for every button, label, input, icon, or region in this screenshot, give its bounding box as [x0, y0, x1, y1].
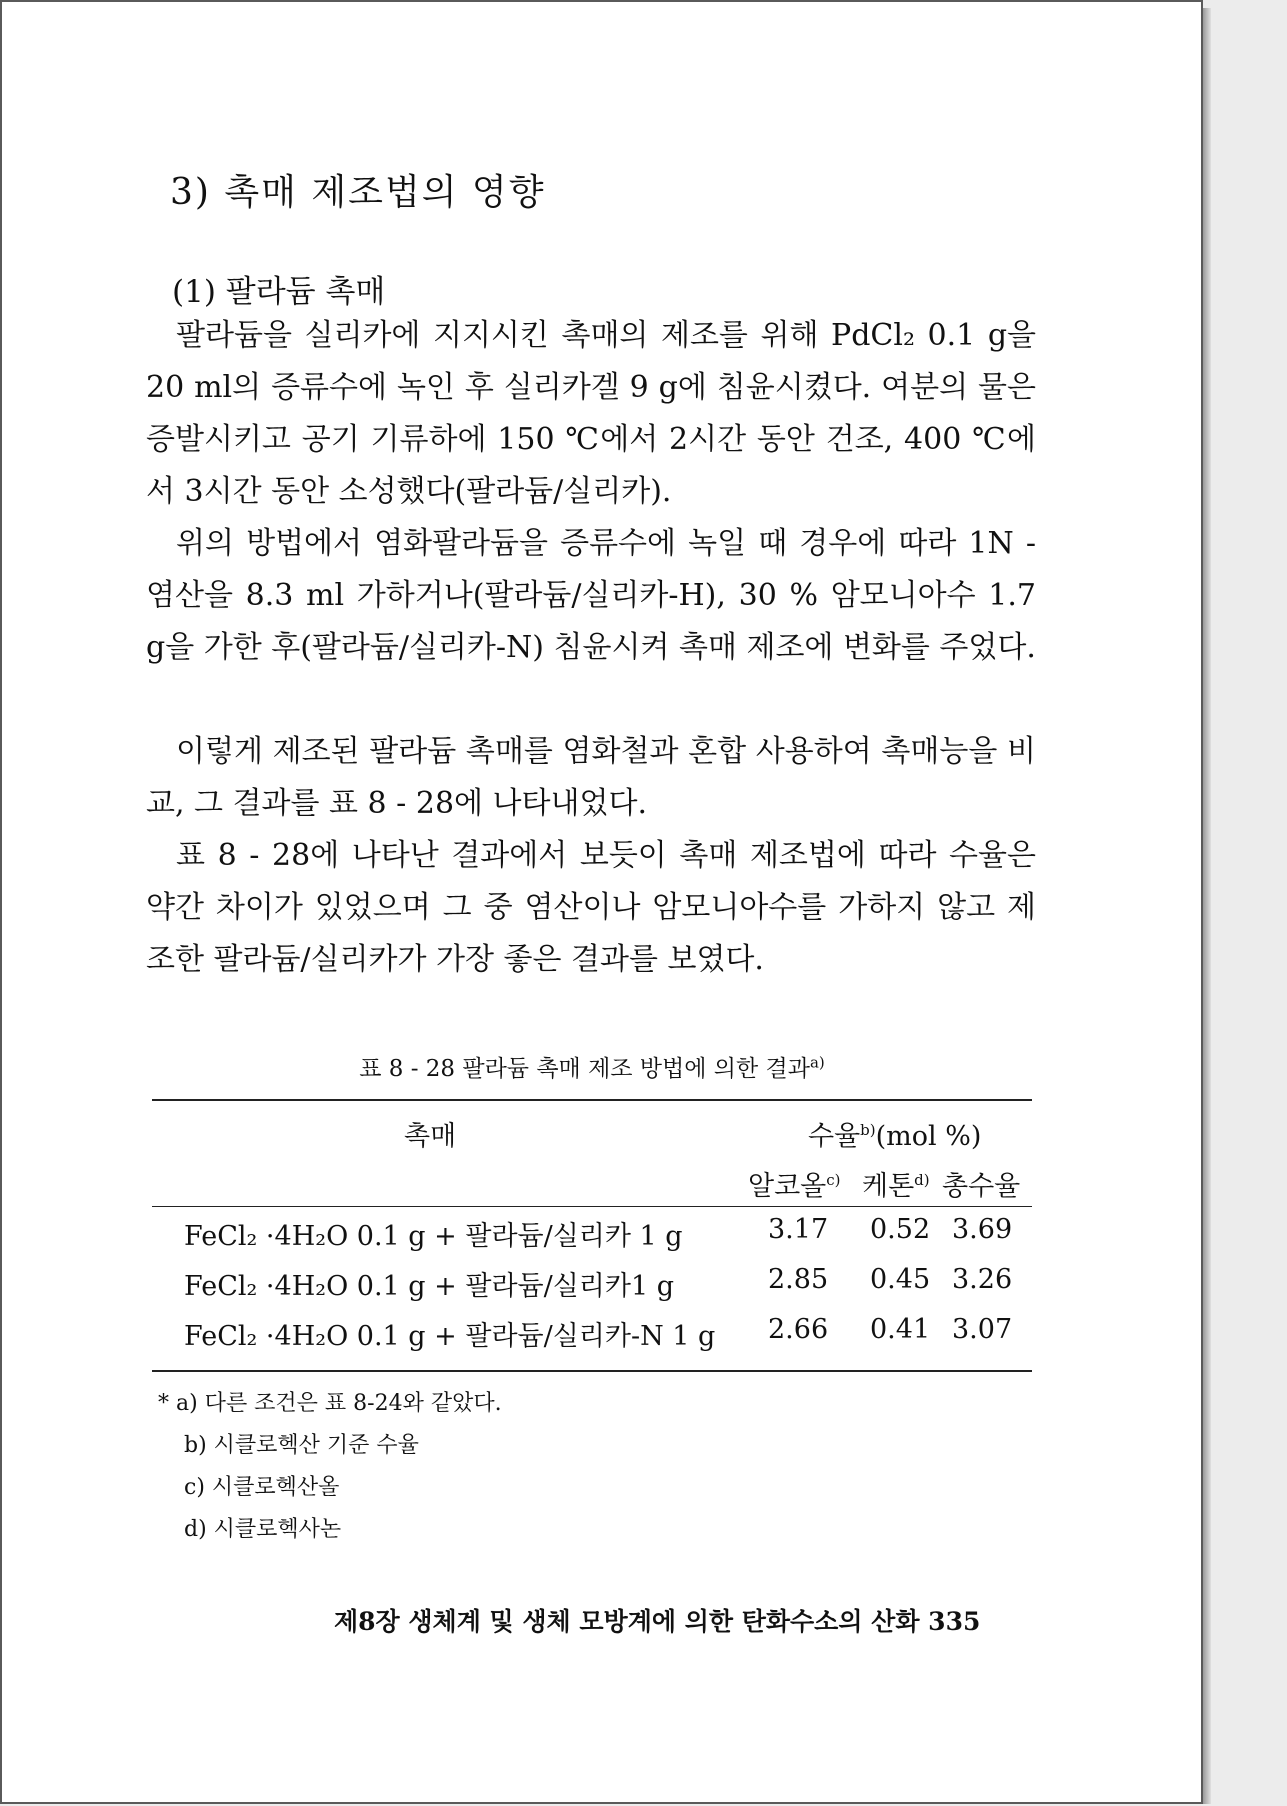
table-row: [152, 1214, 1032, 1264]
paragraph-4: 표 8 - 28에 나타난 결과에서 보듯이 촉매 제조법에 따라 수율은 약간 차이가 있었으며 그 중 염산이나 암모니아수를 가하지 않고 제조한 팔라듐/실리카가 가장 좋은 결과를 보였다.: [146, 838, 1036, 977]
table-row: [152, 1314, 1032, 1364]
table-row: [152, 1264, 1032, 1314]
cell-total: 3.69: [952, 1214, 1013, 1245]
paragraph-2: 위의 방법에서 염화팔라듐을 증류수에 녹일 때 경우에 따라 1N - 염산을 8.3 ml 가하거나(팔라듐/실리카-H), 30 % 암모니아수 1.7 g을 가한 후(팔라듐/실리카-N) 침윤시켜 촉매 제조에 변화를 주었다.: [146, 526, 1036, 665]
cell-ketone: 0.41: [870, 1314, 931, 1345]
table-header-rule: [152, 1206, 1032, 1207]
cell-catalyst: FeCl₂ ·4H₂O 0.1 g + 팔라듐/실리카1 g: [184, 1271, 675, 1302]
paragraph-3: 이렇게 제조된 팔라듐 촉매를 염화철과 혼합 사용하여 촉매능을 비교, 그 결과를 표 8 - 28에 나타내었다.: [146, 734, 1036, 821]
header-yield: 수율$^{b)}$(mol %): [808, 1121, 982, 1152]
footnote-a: * a) 다른 조건은 표 8-24와 같았다.: [158, 1391, 502, 1416]
cell-ketone: 0.45: [870, 1264, 931, 1295]
cell-total: 3.07: [952, 1314, 1013, 1345]
page-edge-shadow: [1203, 8, 1211, 1804]
header-ketone: 케톤$^{d)}$: [862, 1171, 930, 1202]
table-caption: 표 8 - 28 팔라듐 촉매 제조 방법에 의한 결과$^{a)}$: [359, 1053, 825, 1082]
cell-alcohol: 3.17: [768, 1214, 829, 1245]
cell-alcohol: 2.85: [768, 1264, 829, 1295]
page-footer: 제8장 생체계 및 생체 모방계에 의한 탄화수소의 산화 335: [334, 1607, 981, 1636]
footnote-b: b) 시클로헥산 기준 수율: [184, 1433, 419, 1458]
cell-catalyst: FeCl₂ ·4H₂O 0.1 g + 팔라듐/실리카 1 g: [184, 1221, 683, 1252]
header-alcohol: 알코올$^{c)}$: [748, 1171, 841, 1202]
table-bottom-rule: [152, 1370, 1032, 1372]
cell-ketone: 0.52: [870, 1214, 931, 1245]
cell-catalyst: FeCl₂ ·4H₂O 0.1 g + 팔라듐/실리카-N 1 g: [184, 1321, 716, 1352]
footnote-d: d) 시클로헥사논: [184, 1517, 342, 1542]
table-top-rule: [152, 1099, 1032, 1101]
section-title: 3) 촉매 제조법의 영향: [170, 172, 546, 213]
header-total: 총수율: [942, 1171, 1021, 1202]
subsection-title: (1) 팔라듐 촉매: [172, 274, 386, 310]
cell-alcohol: 2.66: [768, 1314, 829, 1345]
paragraph-1: 팔라듐을 실리카에 지지시킨 촉매의 제조를 위해 PdCl₂ 0.1 g을 20 ml의 증류수에 녹인 후 실리카겔 9 g에 침윤시켰다. 여분의 물은 증발시키고 공기 기류하에 150 ℃에서 2시간 동안 건조, 400 ℃에서 3시간 동안 소성했다(팔라듐/실리카).: [146, 318, 1036, 509]
cell-total: 3.26: [952, 1264, 1013, 1295]
footnote-c: c) 시클로헥산올: [184, 1475, 340, 1500]
header-catalyst: 촉매: [404, 1121, 457, 1152]
